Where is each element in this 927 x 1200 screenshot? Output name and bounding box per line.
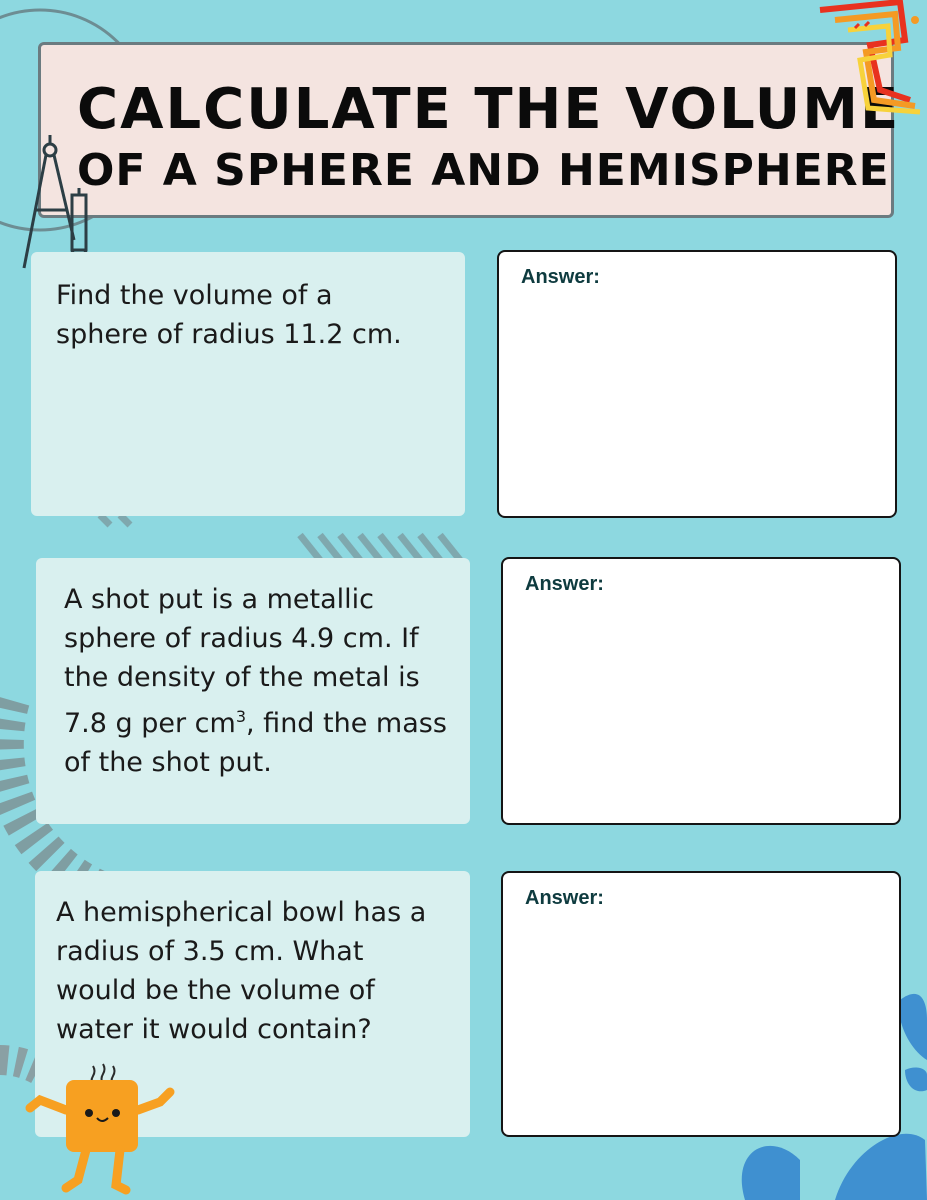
answer-box-1[interactable] xyxy=(497,250,897,518)
question-box-1 xyxy=(31,252,465,516)
question-3-line-2: radius of 3.5 cm. What xyxy=(56,936,364,967)
question-text-2 xyxy=(64,580,447,782)
question-text-1 xyxy=(56,276,402,354)
question-1-line-1: Find the volume of a xyxy=(56,280,333,311)
question-box-2 xyxy=(36,558,470,824)
question-2-line-1: A shot put is a metallic xyxy=(64,584,375,615)
question-1-line-2: sphere of radius 11.2 cm. xyxy=(56,319,402,350)
question-3-line-1: A hemispherical bowl has a xyxy=(56,897,427,928)
stripe-pattern xyxy=(100,515,460,560)
question-2-line-4 xyxy=(64,697,447,743)
superscript-3: 3 xyxy=(235,707,247,726)
answer-box-3[interactable] xyxy=(501,871,901,1137)
question-text-3 xyxy=(56,893,426,1049)
question-box-3 xyxy=(35,871,470,1137)
question-2-line-2: sphere of radius 4.9 cm. If xyxy=(64,623,419,654)
title-box xyxy=(38,42,901,218)
answer-box-2[interactable] xyxy=(501,557,901,825)
question-2-line-3: the density of the metal is xyxy=(64,662,420,693)
question-3-line-3: would be the volume of xyxy=(56,975,375,1006)
question-2-line-4a: 7.8 g per cm xyxy=(64,708,236,739)
answer-label-2: Answer: xyxy=(525,573,604,595)
question-2-line-4b: , find the mass xyxy=(246,708,447,739)
question-3-line-4: water it would contain? xyxy=(56,1014,372,1045)
answer-label-1: Answer: xyxy=(521,266,600,288)
answer-label-3: Answer: xyxy=(525,887,604,909)
question-2-line-5: of the shot put. xyxy=(64,747,272,778)
title-line-1: CALCULATE THE VOLUME xyxy=(77,77,901,142)
title-line-2: OF A SPHERE AND HEMISPHERE xyxy=(77,145,890,196)
